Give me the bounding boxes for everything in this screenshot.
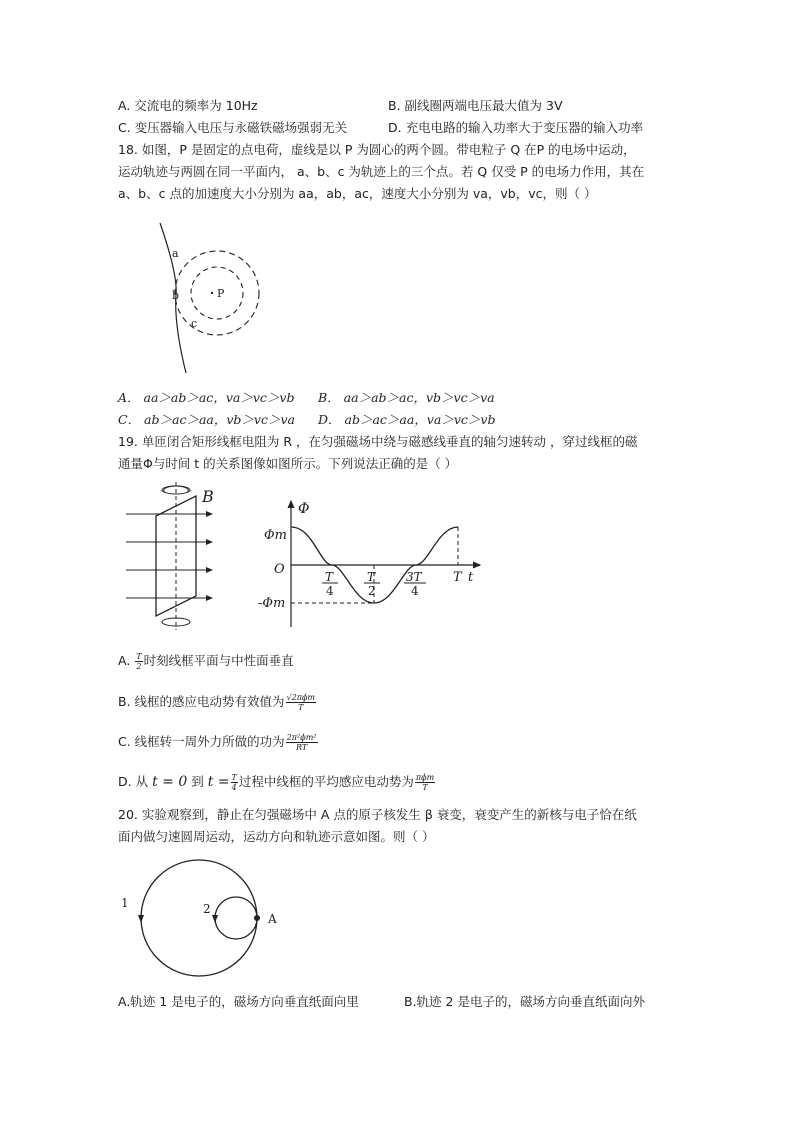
tick-T: T [453,570,462,585]
tick-3t4-den: 4 [411,584,419,598]
label-b: b [172,289,180,302]
label-A: A [268,912,277,926]
q19-option-d [118,773,436,792]
q18-stem-line-2: 运动轨迹与两圆在同一平面内， a、b、c 为轨迹上的三个点。若 Q 仅受 P 的电场力作用，其在 [118,164,645,179]
q19-option-d-frac2-den: T [422,783,428,792]
q19-option-b-frac-num: √2πϕm [286,693,316,702]
q18-option-b: B． aa＞ab＞ac，vb＞vc＞va [318,390,495,405]
q19-option-d-to: 到 [191,774,204,789]
label-a: a [172,247,179,260]
q19-option-a-prefix: A. [118,653,135,668]
trajectory-2-arrow [212,915,218,923]
q20-option-b: B.轨迹 2 是电子的，磁场方向垂直纸面向外 [404,994,645,1009]
q19-option-a-frac-den: 2 [136,662,142,671]
q17-option-d: D. 充电电路的输入功率大于变压器的输入功率 [388,120,644,135]
q18-figure [150,215,280,375]
trajectory-1-arrow [138,915,144,923]
q19-option-d-prefix: D. 从 [118,774,149,789]
q19-option-d-frac-den: 4 [231,783,237,792]
q19-option-a-text: 时刻线框平面与中性面垂直 [143,653,294,668]
q19-option-a-frac-num: T [136,652,142,661]
tick-t4-den: 4 [326,584,334,598]
q18-option-a: A． aa＞ab＞ac，va＞vc＞vb [118,390,295,405]
q19-option-b-text: B. 线框的感应电动势有效值为 [118,694,285,709]
label-phi-axis: Φ [298,501,310,517]
point-charge-dot [211,292,213,294]
q17-option-a: A. 交流电的频率为 10Hz [118,98,258,113]
label-c: c [191,317,198,330]
q19-option-d-t0: t = 0 [152,774,188,790]
label-origin: O [274,562,285,577]
q17-option-c: C. 变压器输入电压与永磁铁磁场强弱无关 [118,120,348,135]
q18-stem-line-3: a、b、c 点的加速度大小分别为 aa，ab，ac，速度大小分别为 va，vb，vc，则（ ） [118,186,597,201]
q19-option-d-t1: t = [207,774,230,790]
trajectory-2-circle [215,897,257,939]
q19-option-c-frac-den: RT [295,743,308,752]
tick-3t4-num: 3T [406,570,422,584]
q17-option-b: B. 副线圈两端电压最大值为 3V [388,98,563,113]
q20-stem-line-2: 面内做匀速圆周运动，运动方向和轨迹示意如图。则（ ） [118,829,435,844]
q19-option-d-text: 过程中线框的平均感应电动势为 [238,774,414,789]
label-B: B [202,487,214,506]
label-neg-phim: -Φm [258,596,286,611]
label-1: 1 [121,896,129,910]
q19-option-a [118,652,294,671]
q19-stem-line-2: 通量Φ与时间 t 的关系图像如图所示。下列说法正确的是（ ） [118,456,458,471]
label-p: P [217,287,225,300]
q19-coil-figure [120,482,230,630]
trajectory-1-circle [141,860,257,976]
q18-option-c: C． ab＞ac＞aa，vb＞vc＞va [118,412,295,427]
q20-option-a: A.轨迹 1 是电子的，磁场方向垂直纸面向里 [118,994,359,1009]
q20-figure [115,843,295,988]
q19-option-b [118,693,317,712]
q19-stem-line-1: 19. 单匝闭合矩形线框电阻为 R ，在匀强磁场中绕与磁感线垂直的轴匀速转动 ，穿过线框的磁 [118,434,638,449]
tick-t2-num: T [367,570,376,584]
q19-option-d-frac-num: T [231,773,237,782]
q18-stem-line-1: 18. 如图，P 是固定的点电荷，虚线是以 P 为圆心的两个圆。带电粒子 Q 在P 的电场中运动， [118,142,636,157]
q19-flux-graph [258,497,488,632]
point-a-dot [254,915,260,921]
q19-option-c-text: C. 线框转一周外力所做的功为 [118,734,285,749]
tick-t4-num: T [325,570,334,584]
q18-option-d: D． ab＞ac＞aa，va＞vc＞vb [318,412,496,427]
label-t-axis: t [468,570,474,585]
q19-option-c-frac-num: 2π²ϕm² [286,733,317,742]
q20-stem-line-1: 20. 实验观察到，静止在匀强磁场中 A 点的原子核发生 β 衰变，衰变产生的新核与电子恰在纸 [118,807,637,822]
tick-t2-den: 2 [368,584,376,598]
label-phim: Φm [264,528,287,543]
q19-option-b-frac-den: T [298,703,304,712]
q19-option-c [118,733,319,752]
q19-option-d-frac2-num: πϕm [415,773,435,782]
label-2: 2 [203,902,211,916]
